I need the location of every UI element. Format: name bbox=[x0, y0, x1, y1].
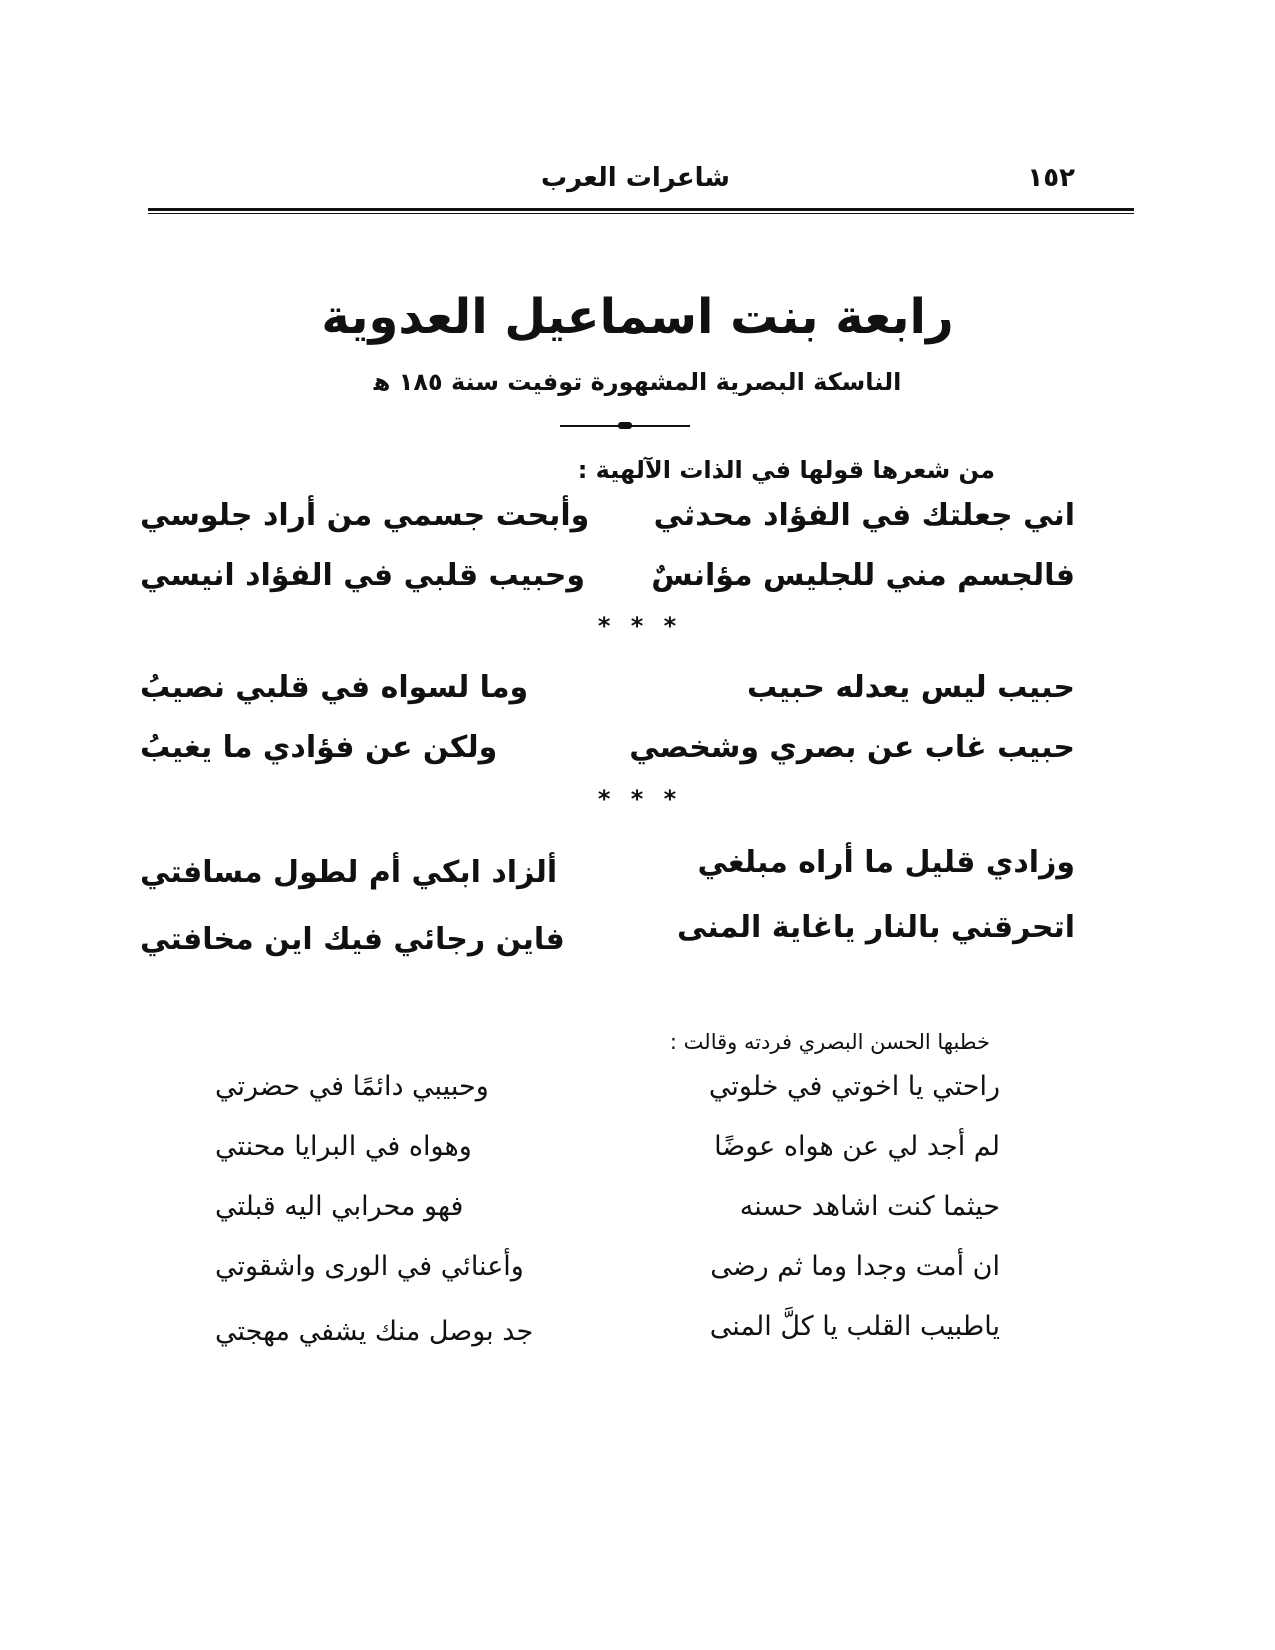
verse-first-hemistich: وزادي قليل ما أراه مبلغي bbox=[697, 845, 1075, 880]
intro-text: من شعرها قولها في الذات الآلهية : bbox=[577, 456, 995, 484]
intro-text: خطبها الحسن البصري فردته وقالت : bbox=[669, 1030, 990, 1054]
header-rule-thin bbox=[148, 213, 1134, 214]
verse-first-hemistich: اني جعلتك في الفؤاد محدثي bbox=[653, 498, 1075, 533]
stanza-separator: * * * bbox=[597, 785, 683, 813]
verse-first-hemistich: اتحرقني بالنار ياغاية المنى bbox=[677, 910, 1075, 945]
verse-second-hemistich: فاين رجائي فيك اين مخافتي bbox=[140, 922, 565, 957]
verse-second-hemistich: وهواه في البرايا محنتي bbox=[215, 1131, 472, 1162]
verse-second-hemistich: وأعنائي في الورى واشقوتي bbox=[215, 1251, 524, 1282]
page-title: رابعة بنت اسماعيل العدوية bbox=[321, 289, 954, 345]
header-rule bbox=[148, 208, 1134, 211]
subtitle: الناسكة البصرية المشهورة توفيت سنة ١٨٥ ﻫ bbox=[373, 368, 902, 396]
stanza-separator: * * * bbox=[597, 612, 683, 640]
verse-second-hemistich: فهو محرابي اليه قبلتي bbox=[215, 1191, 464, 1222]
verse-first-hemistich: حيثما كنت اشاهد حسنه bbox=[739, 1191, 1000, 1222]
verse-second-hemistich: وأبحت جسمي من أراد جلوسي bbox=[140, 498, 590, 533]
running-title: شاعرات العرب bbox=[540, 163, 730, 193]
verse-first-hemistich: ان أمت وجدا وما ثم رضى bbox=[710, 1251, 1000, 1282]
verse-first-hemistich: راحتي يا اخوتي في خلوتي bbox=[708, 1071, 1000, 1102]
verse-second-hemistich: وحبيبي دائمًا في حضرتي bbox=[215, 1071, 489, 1102]
page-number: ١٥٢ bbox=[1027, 163, 1075, 193]
verse-second-hemistich: وحبيب قلبي في الفؤاد انيسي bbox=[140, 558, 586, 593]
ornament-dot bbox=[618, 422, 632, 429]
verse-first-hemistich: حبيب غاب عن بصري وشخصي bbox=[629, 730, 1075, 765]
verse-first-hemistich: فالجسم مني للجليس مؤانسٌ bbox=[651, 558, 1075, 593]
verse-first-hemistich: ياطبيب القلب يا كلَّ المنى bbox=[709, 1311, 1000, 1342]
verse-second-hemistich: ولكن عن فؤادي ما يغيبُ bbox=[140, 730, 498, 765]
verse-second-hemistich: ألزاد ابكي أم لطول مسافتي bbox=[140, 855, 558, 890]
verse-first-hemistich: حبيب ليس يعدله حبيب bbox=[747, 670, 1075, 705]
verse-first-hemistich: لم أجد لي عن هواه عوضًا bbox=[714, 1131, 1000, 1162]
verse-second-hemistich: جد بوصل منك يشفي مهجتي bbox=[215, 1316, 534, 1347]
verse-second-hemistich: وما لسواه في قلبي نصيبُ bbox=[140, 670, 529, 705]
